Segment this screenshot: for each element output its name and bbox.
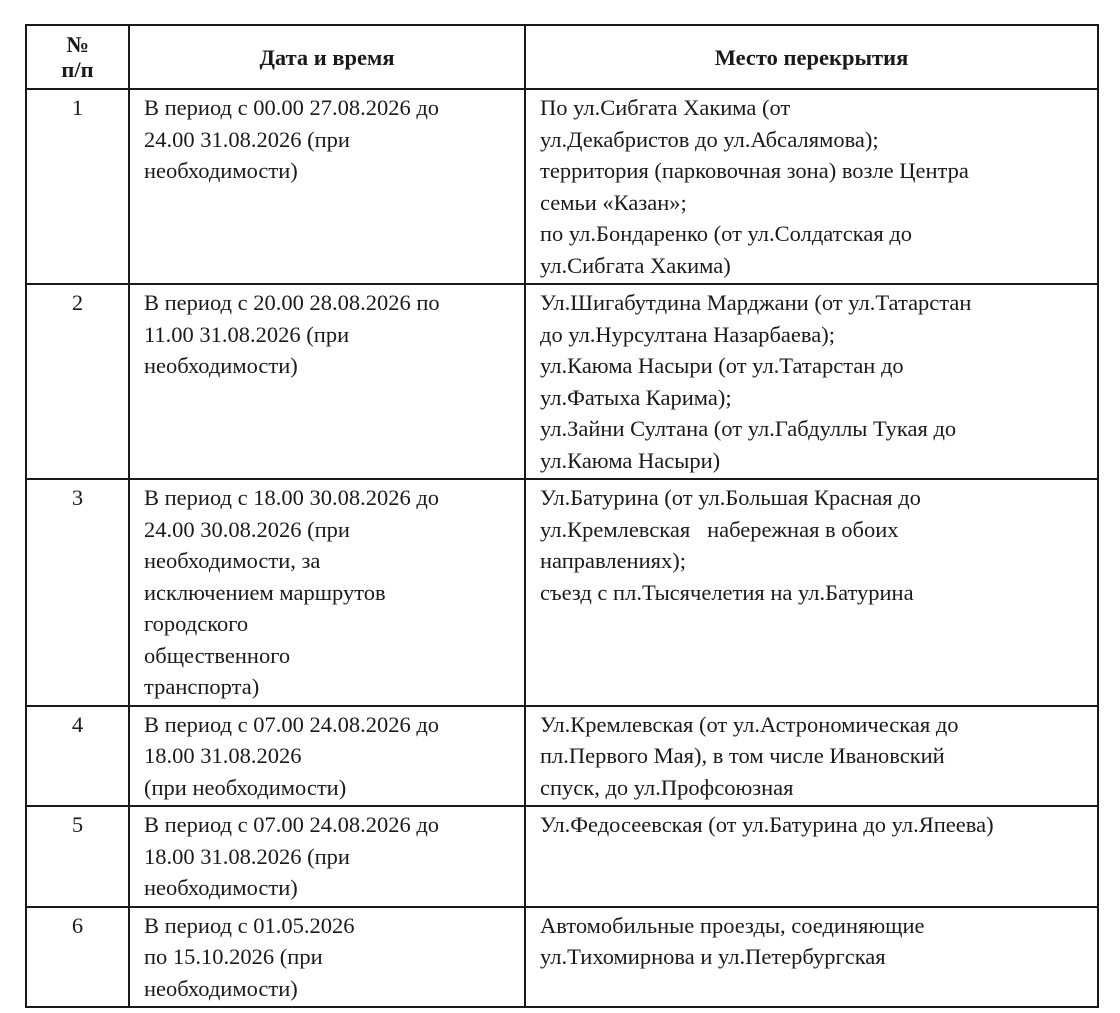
row-number: 5	[26, 806, 129, 907]
place-line: территория (парковочная зона) возле Центра	[540, 158, 969, 183]
place-line: ул.Зайни Султана (от ул.Габдуллы Тукая до	[540, 416, 957, 441]
header-datetime: Дата и время	[129, 25, 525, 89]
header-number-sign: №	[66, 32, 89, 57]
place-line: ул.Сибгата Хакима)	[540, 252, 731, 278]
place-line: ул.Тихомирнова и ул.Петербургская	[540, 944, 886, 969]
datetime-line: по 15.10.2026 (при	[144, 944, 323, 969]
row-datetime	[129, 284, 525, 479]
place-line: ул.Каюма Насыри)	[540, 447, 721, 473]
place-line: до ул.Нурсултана Назарбаева);	[540, 321, 835, 347]
datetime-line: общественного	[144, 642, 291, 668]
table-row	[26, 284, 1098, 479]
table-row	[26, 806, 1098, 907]
datetime-line: городского	[144, 611, 249, 636]
row-datetime	[129, 479, 525, 706]
row-number: 1	[26, 89, 129, 284]
place-line: ул.Фатыха Карима);	[540, 384, 732, 410]
datetime-line: 24.00 30.08.2026 (при	[144, 516, 350, 542]
datetime-line: (при необходимости)	[144, 774, 347, 800]
row-number: 3	[26, 479, 129, 706]
header-number	[26, 25, 129, 89]
datetime-line: 11.00 31.08.2026 (при	[144, 321, 350, 347]
place-line: ул.Кремлевская набережная в обоих	[540, 516, 899, 542]
place-line: направлениях);	[540, 548, 686, 573]
datetime-line: В период с 07.00 24.08.2026 до	[144, 711, 440, 737]
table-row	[26, 479, 1098, 706]
place-line: спуск, до ул.Профсоюзная	[540, 774, 794, 800]
table-header-row	[26, 25, 1098, 89]
row-datetime	[129, 806, 525, 907]
place-line: ул.Декабристов до ул.Абсалямова);	[540, 126, 879, 152]
row-number: 6	[26, 907, 129, 1008]
table-row	[26, 907, 1098, 1008]
datetime-line: необходимости)	[144, 353, 298, 378]
row-place	[525, 706, 1098, 807]
datetime-line: В период с 00.00 27.08.2026 до	[144, 95, 440, 120]
road-closure-table	[25, 24, 1099, 1008]
place-line: По ул.Сибгата Хакима (от	[540, 95, 791, 120]
header-number-pp: п/п	[61, 57, 94, 82]
row-number: 2	[26, 284, 129, 479]
place-line: съезд с пл.Тысячелетия на ул.Батурина	[540, 579, 914, 605]
row-place	[525, 284, 1098, 479]
datetime-line: исключением маршрутов	[144, 579, 386, 605]
place-line: пл.Первого Мая), в том числе Ивановский	[540, 743, 945, 768]
header-place: Место перекрытия	[525, 25, 1098, 89]
datetime-line: необходимости)	[144, 875, 298, 900]
place-line: Ул.Батурина (от ул.Большая Красная до	[540, 485, 921, 510]
datetime-line: необходимости)	[144, 975, 298, 1001]
datetime-line: В период с 07.00 24.08.2026 до	[144, 812, 440, 837]
place-line: по ул.Бондаренко (от ул.Солдатская до	[540, 221, 913, 246]
row-number: 4	[26, 706, 129, 807]
datetime-line: необходимости, за	[144, 548, 321, 573]
datetime-line: транспорта)	[144, 674, 260, 699]
place-line: Ул.Шигабутдина Марджани (от ул.Татарстан	[540, 290, 972, 315]
place-line: семьи «Казан»;	[540, 189, 687, 215]
datetime-line: В период с 01.05.2026	[144, 912, 355, 938]
datetime-line: 18.00 31.08.2026	[144, 743, 302, 768]
row-datetime	[129, 907, 525, 1008]
row-place	[525, 479, 1098, 706]
row-place	[525, 806, 1098, 907]
datetime-line: необходимости)	[144, 158, 298, 183]
place-line: Ул.Кремлевская (от ул.Астрономическая до	[540, 711, 959, 737]
datetime-line: 18.00 31.08.2026 (при	[144, 843, 350, 869]
datetime-line: 24.00 31.08.2026 (при	[144, 126, 350, 152]
place-line: Ул.Федосеевская (от ул.Батурина до ул.Япеева)	[540, 812, 994, 837]
datetime-line: В период с 18.00 30.08.2026 до	[144, 485, 440, 510]
place-line: Автомобильные проезды, соединяющие	[540, 912, 925, 938]
row-datetime	[129, 89, 525, 284]
table-row	[26, 89, 1098, 284]
row-place	[525, 89, 1098, 284]
table-row	[26, 706, 1098, 807]
row-datetime	[129, 706, 525, 807]
datetime-line: В период с 20.00 28.08.2026 по	[144, 290, 440, 315]
row-place	[525, 907, 1098, 1008]
place-line: ул.Каюма Насыри (от ул.Татарстан до	[540, 353, 904, 378]
